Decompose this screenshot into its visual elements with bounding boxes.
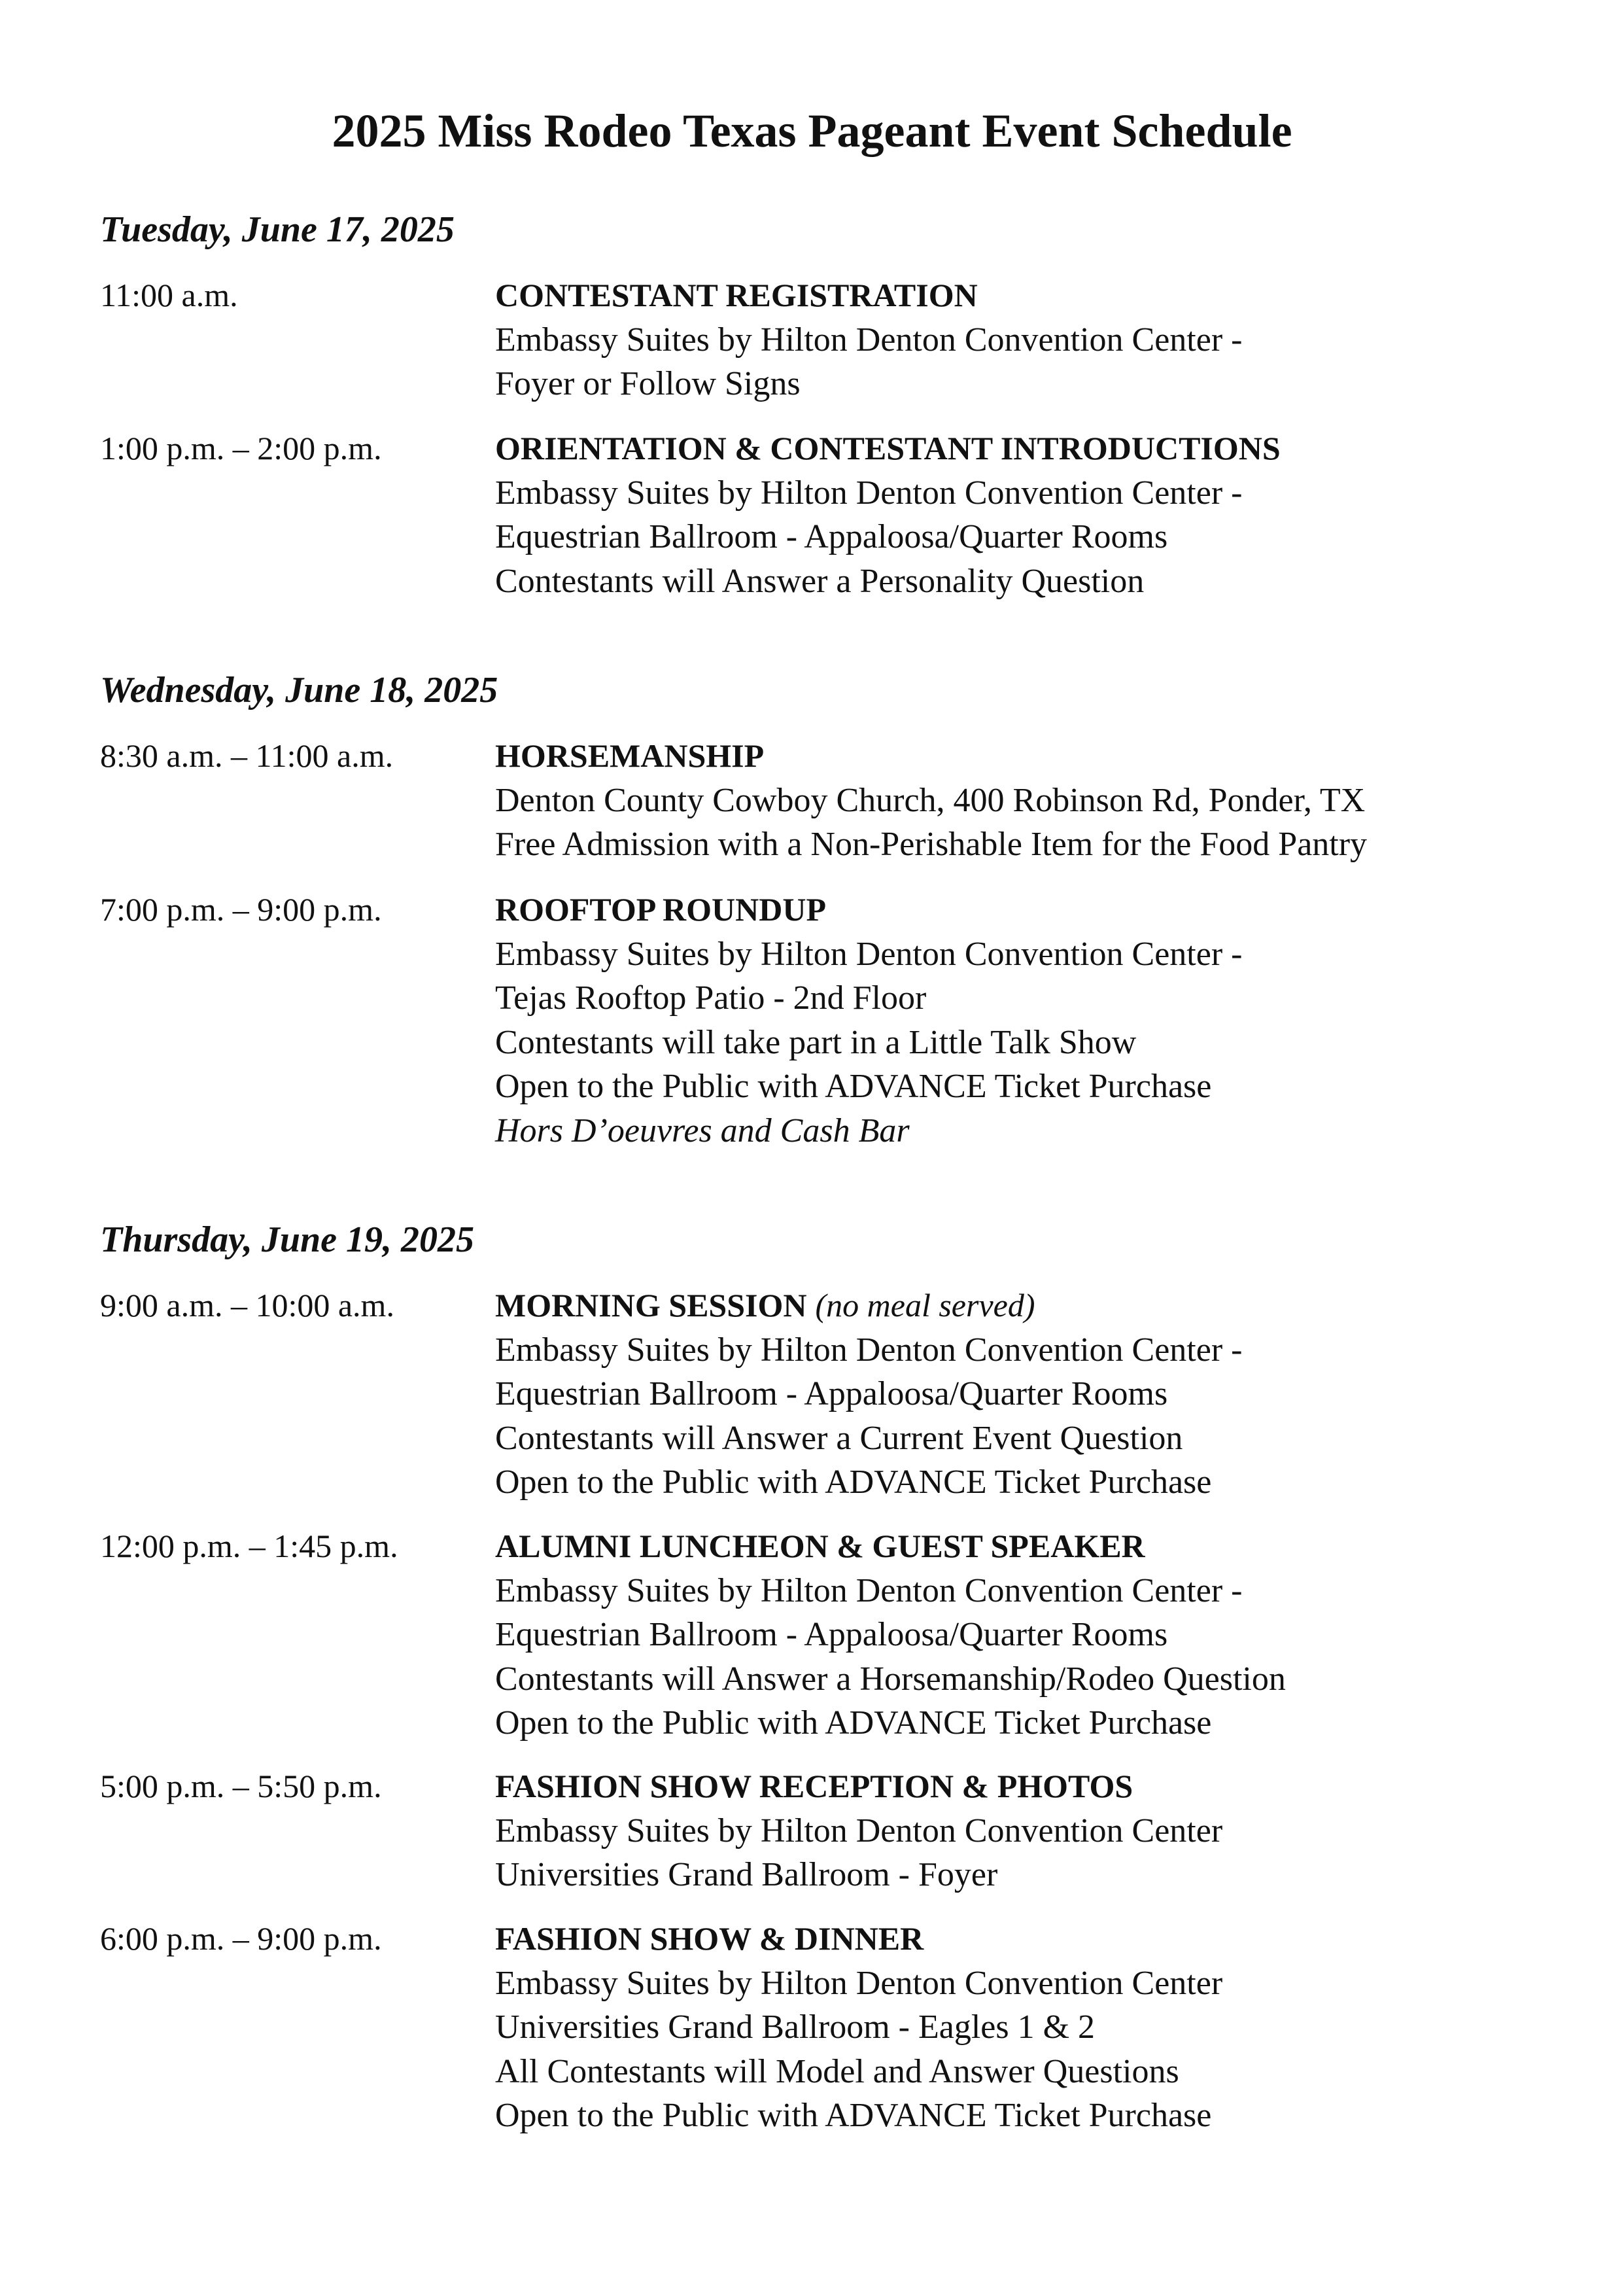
- event-line: Open to the Public with ADVANCE Ticket Purchase: [495, 1463, 1212, 1501]
- event-time: 1:00 p.m. – 2:00 p.m.: [100, 430, 382, 466]
- event-line: Contestants will Answer a Horsemanship/Rodeo Question: [495, 1660, 1286, 1698]
- page-title: 2025 Miss Rodeo Texas Pageant Event Schedule: [332, 105, 1292, 157]
- event-line: Embassy Suites by Hilton Denton Convention Center -: [495, 321, 1243, 359]
- event-line: Universities Grand Ballroom - Foyer: [495, 1856, 998, 1893]
- event-line: Equestrian Ballroom - Appaloosa/Quarter Rooms: [495, 1375, 1168, 1412]
- event-details: [495, 888, 1242, 1153]
- event-line: Embassy Suites by Hilton Denton Convention Center -: [495, 935, 1243, 973]
- event-line: Embassy Suites by Hilton Denton Convention Center -: [495, 1571, 1243, 1609]
- event-details: [495, 1284, 1242, 1505]
- event-line: Embassy Suites by Hilton Denton Convention Center -: [495, 1331, 1243, 1369]
- event-time: 12:00 p.m. – 1:45 p.m.: [100, 1528, 398, 1564]
- event-details: [495, 1917, 1222, 2138]
- event-title: MORNING SESSION: [495, 1287, 807, 1323]
- event-title: ALUMNI LUNCHEON & GUEST SPEAKER: [495, 1528, 1145, 1564]
- event-title: HORSEMANSHIP: [495, 737, 765, 774]
- event-line: Open to the Public with ADVANCE Ticket Purchase: [495, 2097, 1212, 2134]
- event-line: Contestants will Answer a Current Event Question: [495, 1419, 1183, 1457]
- event-line: Embassy Suites by Hilton Denton Convention Center -: [495, 474, 1243, 512]
- event-line: Embassy Suites by Hilton Denton Convention Center: [495, 1812, 1223, 1849]
- event-line: Contestants will take part in a Little Talk Show: [495, 1023, 1137, 1061]
- event-title: FASHION SHOW RECEPTION & PHOTOS: [495, 1768, 1133, 1804]
- event-title: CONTESTANT REGISTRATION: [495, 277, 978, 313]
- event-time: 9:00 a.m. – 10:00 a.m.: [100, 1287, 394, 1323]
- event-details: [495, 1764, 1222, 1897]
- event-line: Equestrian Ballroom - Appaloosa/Quarter Rooms: [495, 518, 1168, 555]
- event-line: Embassy Suites by Hilton Denton Convention Center: [495, 1964, 1223, 2002]
- event-time: 5:00 p.m. – 5:50 p.m.: [100, 1768, 382, 1804]
- event-line: All Contestants will Model and Answer Questions: [495, 2052, 1179, 2090]
- event-line: Free Admission with a Non-Perishable Item for the Food Pantry: [495, 826, 1368, 863]
- event-line: Contestants will Answer a Personality Question: [495, 562, 1145, 600]
- event-time: 8:30 a.m. – 11:00 a.m.: [100, 737, 394, 774]
- event-details: [495, 734, 1367, 867]
- event-line: Tejas Rooftop Patio - 2nd Floor: [495, 979, 927, 1017]
- event-title: ROOFTOP ROUNDUP: [495, 891, 827, 928]
- event-details: [495, 427, 1281, 603]
- event-note: (no meal served): [815, 1287, 1035, 1323]
- event-line: Open to the Public with ADVANCE Ticket Purchase: [495, 1068, 1212, 1105]
- event-line: Open to the Public with ADVANCE Ticket Purchase: [495, 1704, 1212, 1742]
- event-title: ORIENTATION & CONTESTANT INTRODUCTIONS: [495, 430, 1281, 466]
- event-line: Denton County Cowboy Church, 400 Robinson Rd, Ponder, TX: [495, 781, 1366, 819]
- event-time: 7:00 p.m. – 9:00 p.m.: [100, 891, 382, 928]
- event-line: Hors D’oeuvres and Cash Bar: [495, 1112, 910, 1149]
- day-heading-wednesday: Wednesday, June 18, 2025: [100, 670, 498, 710]
- event-details: [495, 273, 1242, 406]
- day-heading-tuesday: Tuesday, June 17, 2025: [100, 209, 455, 250]
- event-time: 6:00 p.m. – 9:00 p.m.: [100, 1920, 382, 1957]
- event-time: 11:00 a.m.: [100, 277, 238, 313]
- event-title: FASHION SHOW & DINNER: [495, 1920, 924, 1957]
- day-heading-thursday: Thursday, June 19, 2025: [100, 1219, 475, 1260]
- event-line: Foyer or Follow Signs: [495, 365, 801, 402]
- event-line: Equestrian Ballroom - Appaloosa/Quarter Rooms: [495, 1616, 1168, 1653]
- event-line: Universities Grand Ballroom - Eagles 1 & 2: [495, 2008, 1096, 2046]
- event-details: [495, 1524, 1286, 1745]
